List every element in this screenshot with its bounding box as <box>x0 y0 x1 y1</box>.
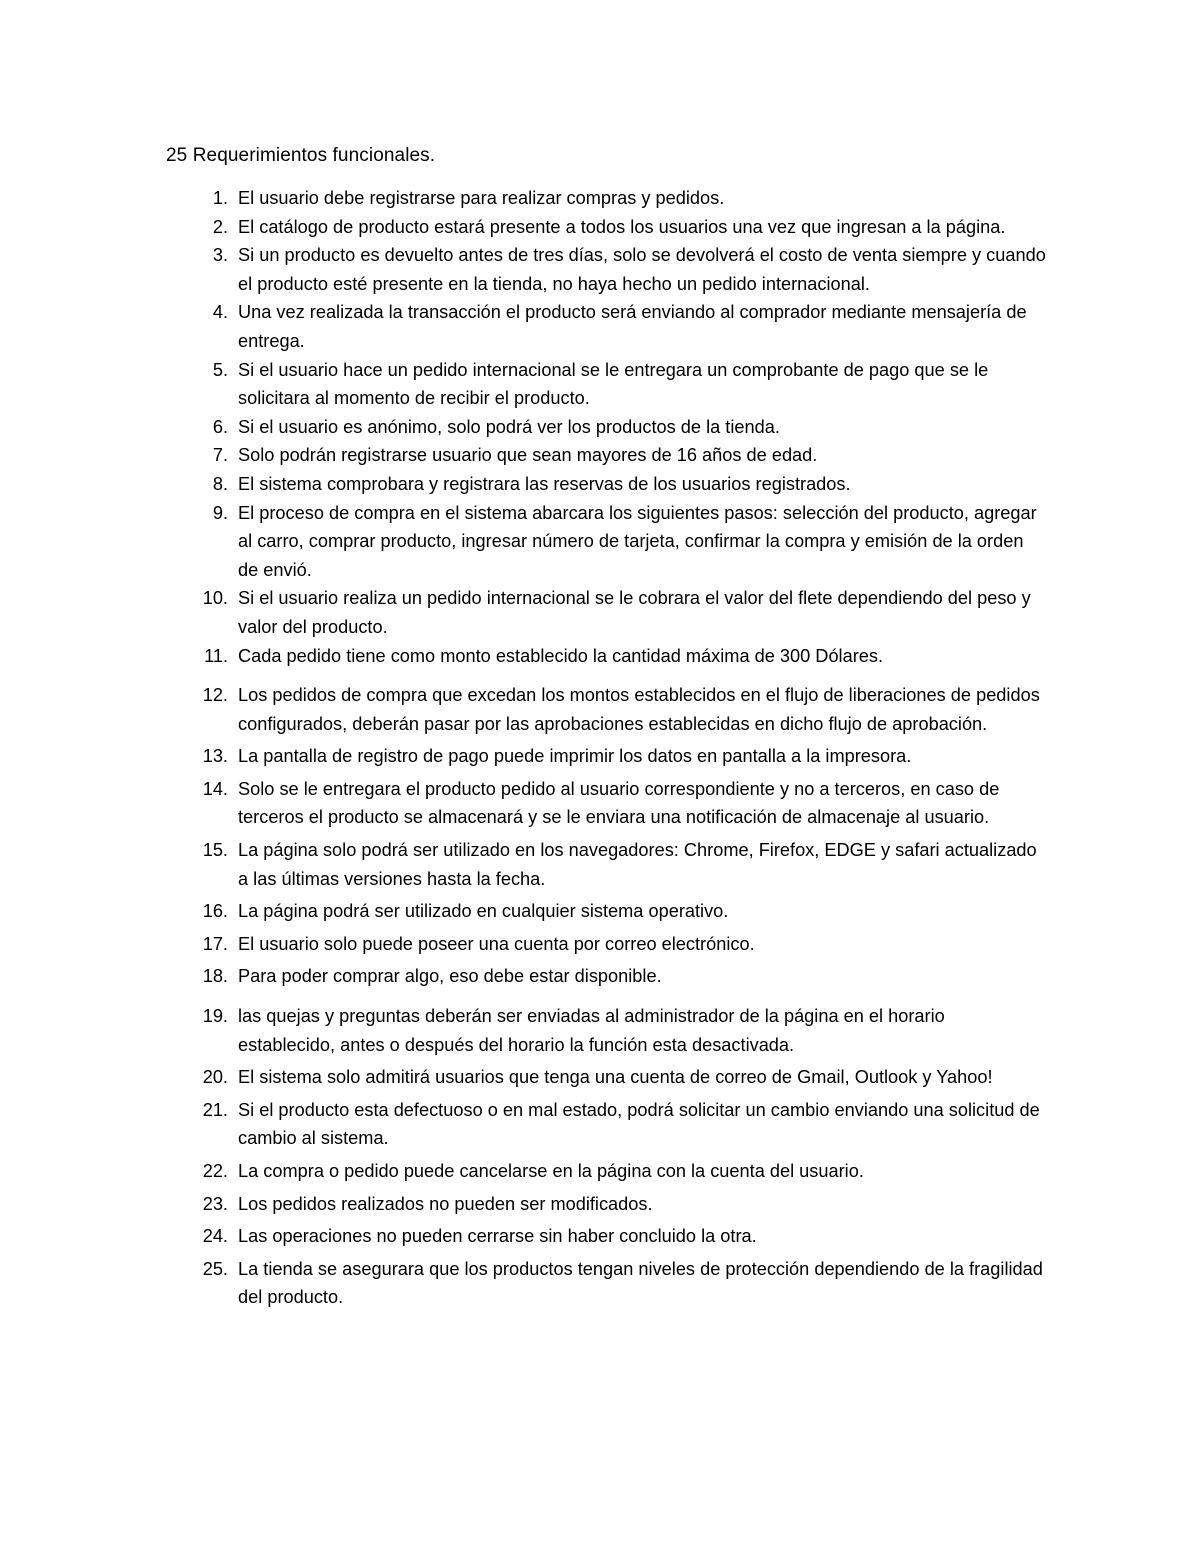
list-item-number: 20. <box>202 1067 228 1088</box>
list-item-text: El proceso de compra en el sistema abarcara los siguientes pasos: selección del producto, agregar al carro, comprar producto, ingresar número de tarjeta, confirmar la compra y emisión de la orden de envió. <box>238 502 1037 580</box>
list-item-number: 13. <box>202 746 228 767</box>
list-item-number: 2. <box>212 216 228 237</box>
list-item-number: 23. <box>202 1193 228 1214</box>
list-item-number: 10. <box>202 588 228 609</box>
list-item-text: Una vez realizada la transacción el producto será enviando al comprador mediante mensajería de entrega. <box>238 302 1027 351</box>
list-item-text: La tienda se asegurara que los productos tengan niveles de protección dependiendo de la fragilidad del producto. <box>238 1258 1043 1308</box>
list-item-number: 24. <box>202 1226 228 1247</box>
list-item-text: Solo se le entregara el producto pedido al usuario correspondiente y no a terceros, en caso de terceros el producto se almacenará y se le enviara una notificación de almacenaje al usuario. <box>238 778 1000 828</box>
list-item <box>166 1222 1046 1251</box>
requirements-list <box>166 184 1046 1312</box>
list-item-text: Si el usuario es anónimo, solo podrá ver los productos de la tienda. <box>238 416 780 437</box>
list-item-text: Cada pedido tiene como monto establecido la cantidad máxima de 300 Dólares. <box>238 645 884 666</box>
list-item-text: Si el producto esta defectuoso o en mal estado, podrá solicitar un cambio enviando una solicitud de cambio al sistema. <box>238 1099 1040 1149</box>
list-item-text: El usuario debe registrarse para realizar compras y pedidos. <box>238 188 725 208</box>
list-item <box>166 241 1046 298</box>
list-item <box>166 1157 1046 1186</box>
list-item <box>166 213 1046 242</box>
list-item-number: 1. <box>212 188 228 208</box>
list-item-text: Si el usuario hace un pedido internacional se le entregara un comprobante de pago que se le solicitara al momento de recibir el producto. <box>238 359 989 409</box>
list-item-text: La pantalla de registro de pago puede imprimir los datos en pantalla a la impresora. <box>238 746 912 767</box>
list-item-number: 19. <box>202 1006 228 1027</box>
list-item <box>166 441 1046 470</box>
list-item <box>166 356 1046 413</box>
list-item <box>166 836 1046 893</box>
list-item <box>166 499 1046 585</box>
list-item <box>166 184 1046 213</box>
list-item <box>166 681 1046 738</box>
list-item-number: 5. <box>212 359 228 380</box>
list-item <box>166 742 1046 771</box>
list-item-text: El sistema solo admitirá usuarios que tenga una cuenta de correo de Gmail, Outlook y Yahoo! <box>238 1067 993 1088</box>
list-item-text: Los pedidos realizados no pueden ser modificados. <box>238 1193 653 1214</box>
list-item <box>166 584 1046 641</box>
list-item-text: Las operaciones no pueden cerrarse sin haber concluido la otra. <box>238 1226 757 1247</box>
list-item <box>166 775 1046 832</box>
list-item-text: La compra o pedido puede cancelarse en la página con la cuenta del usuario. <box>238 1161 864 1181</box>
list-item <box>166 1190 1046 1219</box>
list-item <box>166 930 1046 959</box>
list-item-number: 11. <box>204 645 228 666</box>
list-item <box>166 298 1046 355</box>
list-item <box>166 1002 1046 1059</box>
list-item-number: 12. <box>202 685 228 706</box>
list-item-text: las quejas y preguntas deberán ser enviadas al administrador de la página en el horario establecido, antes o después del horario la función esta desactivada. <box>238 1006 945 1055</box>
list-item-number: 6. <box>212 416 228 437</box>
list-item-number: 7. <box>212 445 228 466</box>
list-item-number: 18. <box>202 966 228 987</box>
list-item-number: 9. <box>212 502 228 523</box>
list-item-text: Si el usuario realiza un pedido internacional se le cobrara el valor del flete dependiendo del peso y valor del producto. <box>238 588 1031 637</box>
list-item-text: La página podrá ser utilizado en cualquier sistema operativo. <box>238 901 729 922</box>
list-item <box>166 470 1046 499</box>
list-item <box>166 1063 1046 1092</box>
list-item-text: La página solo podrá ser utilizado en los navegadores: Chrome, Firefox, EDGE y safari actualizado a las últimas versiones hasta la fecha. <box>238 840 1037 889</box>
document-title: 25 Requerimientos funcionales. <box>166 145 436 166</box>
list-item <box>166 1255 1046 1312</box>
list-item-text: Los pedidos de compra que excedan los montos establecidos en el flujo de liberaciones de pedidos configurados, deberán pasar por las aprobaciones establecidas en dicho flujo de aprobación. <box>238 685 1040 734</box>
list-item-number: 15. <box>202 840 228 861</box>
list-item-text: El catálogo de producto estará presente a todos los usuarios una vez que ingresan a la página. <box>238 216 1006 237</box>
list-item-number: 17. <box>202 933 228 954</box>
list-item-number: 25. <box>202 1258 228 1279</box>
list-item <box>166 1096 1046 1153</box>
list-item-number: 8. <box>212 473 228 494</box>
list-item <box>166 413 1046 442</box>
list-item-text: Para poder comprar algo, eso debe estar disponible. <box>238 966 662 987</box>
list-item-number: 22. <box>202 1161 228 1181</box>
list-item <box>166 897 1046 926</box>
list-item-text: Solo podrán registrarse usuario que sean mayores de 16 años de edad. <box>238 445 818 466</box>
list-item-number: 16. <box>202 901 228 922</box>
list-item-number: 3. <box>212 245 228 266</box>
list-item-text: El sistema comprobara y registrara las reservas de los usuarios registrados. <box>238 473 851 494</box>
list-item-text: El usuario solo puede poseer una cuenta por correo electrónico. <box>238 933 755 954</box>
list-item <box>166 642 1046 671</box>
list-item <box>166 962 1046 991</box>
list-item-number: 4. <box>212 302 228 323</box>
list-item-text: Si un producto es devuelto antes de tres días, solo se devolverá el costo de venta siempre y cuando el producto esté presente en la tienda, no haya hecho un pedido internacional. <box>238 245 1046 294</box>
list-item-number: 14. <box>202 778 228 799</box>
list-item-number: 21. <box>202 1099 228 1120</box>
